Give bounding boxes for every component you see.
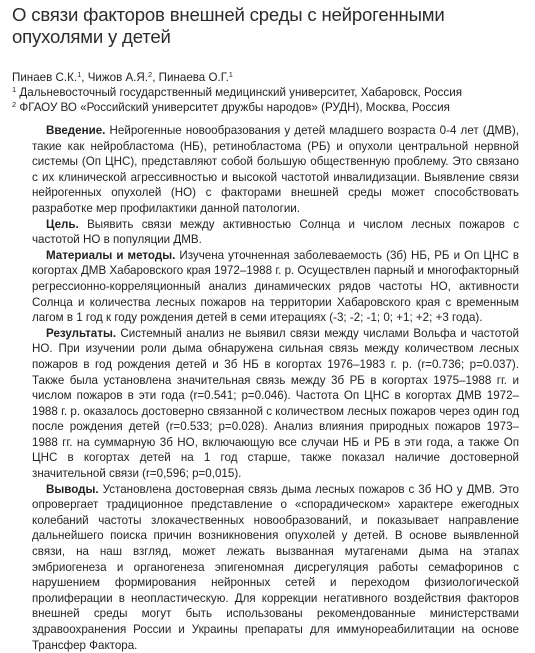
affiliation: $^2$ ФГАОУ ВО «Российский университет дружбы народов» (РУДН), Москва, Россия — [12, 100, 450, 114]
paper-title: О связи факторов внешней среды с нейрогенными опухолями у детей — [12, 4, 445, 47]
section-text: Выявить связи между активностью Солнца и числом лесных пожаров с частотой НО в популяции ДМВ. — [32, 217, 519, 247]
section-heading: Материалы и методы. — [46, 248, 176, 262]
section-heading: Введение. — [46, 124, 106, 137]
section-heading: Цель. — [46, 217, 79, 231]
section-text: Системный анализ не выявил связи между числами Вольфа и частотой НО. При изучении роли дыма обнаружена сильная связь между количеством лесных пожаров в год рождения детей и 3б НБ в когортах 1976–1983 г. р. (r=0.736; p=0.037). Также была установлена значительная связь между 3б РБ в когортах 1975–1988 гг. и числом пожаров в эти года (r=0.541; p=0.046). Частота Оп ЦНС в когортах ДМВ 1972–1988 г. р. оказалось достоверно связанной с количеством лесных пожаров через один год после рождения детей (r=0.533; p=0.028). Анализ влияния природных пожаров 1973–1988 гг. на суммарную 3б НО, включающую все случаи НБ и РБ в эти года, а также Оп ЦНС в когортах детей на 1 год старше, также показал наличие достоверной значительной связи (r=0,596; p=0,015). — [32, 326, 519, 481]
section-introduction — [32, 123, 519, 217]
section-conclusions — [32, 482, 519, 653]
author: Пинаева О.Г.$^1$ — [158, 70, 233, 84]
author: Пинаев С.К.$^1$ — [12, 70, 82, 84]
section-results — [32, 326, 519, 482]
section-heading: Выводы. — [46, 482, 99, 496]
author: Чижов А.Я.$^2$ — [87, 70, 153, 84]
section-aim — [32, 217, 519, 248]
abstract-body — [32, 123, 519, 653]
section-text: Установлена достоверная связь дыма лесных пожаров с 3б НО у ДМВ. Это опровергает традиционное представление о «спорадическом» характере ежегодных колебаний частоты злокачественных новообразований, и показывает направление дальнейшего поиска причин возникновения опухолей у детей. В основе выявленной связи, на наш взгляд, может лежать вызванная мутагенами дыма на этапах эмбриогенеза и органогенеза эпигеномная дисрегуляция работы семафоринов с нарушением формирования нейронных сетей и переходом физиологической пролиферации в неопластическую. Для коррекции негативного воздействия факторов внешней среды могут быть использованы рекомендованные министерствами здравоохранения России и Украины препараты для иммунореабилитации на основе Трансфер Фактора. — [32, 482, 519, 652]
affiliation: $^1$ Дальневосточный государственный медицинский университет, Хабаровск, Россия — [12, 85, 462, 99]
section-text: Нейрогенные новообразования у детей младшего возраста 0-4 лет (ДМВ), такие как нейробластома (НБ), ретинобластома (РБ) и опухоли центральной нервной системы (Оп ЦНС), представляют собой большую общественную проблему. Это связано с их клинической агрессивностью и высокой частотой инвалидизации. Выявление связи нейрогенных опухолей (НО) с факторами внешней среды может способствовать разработке мер профилактики данной патологии. — [32, 124, 519, 215]
author-list: Пинаев С.К.$^1$, Чижов А.Я.$^2$, Пинаева О.Г.$^1$ — [12, 70, 233, 84]
section-text: Изучена уточненная заболеваемость (3б) НБ, РБ и Оп ЦНС в когортах ДМВ Хабаровского края 1972–1988 г. р. Осуществлен парный и многофакторный регрессионно-корреляционный анализ динамических рядов частоты НО, активности Солнца и количества лесных пожаров на территории Хабаровского края с временным лагом в 1 год к году рождения детей в семи итерациях (-3; -2; -1; 0; +1; +2; +3 года). — [32, 248, 519, 325]
section-methods — [32, 248, 519, 326]
section-heading: Результаты. — [46, 326, 117, 340]
